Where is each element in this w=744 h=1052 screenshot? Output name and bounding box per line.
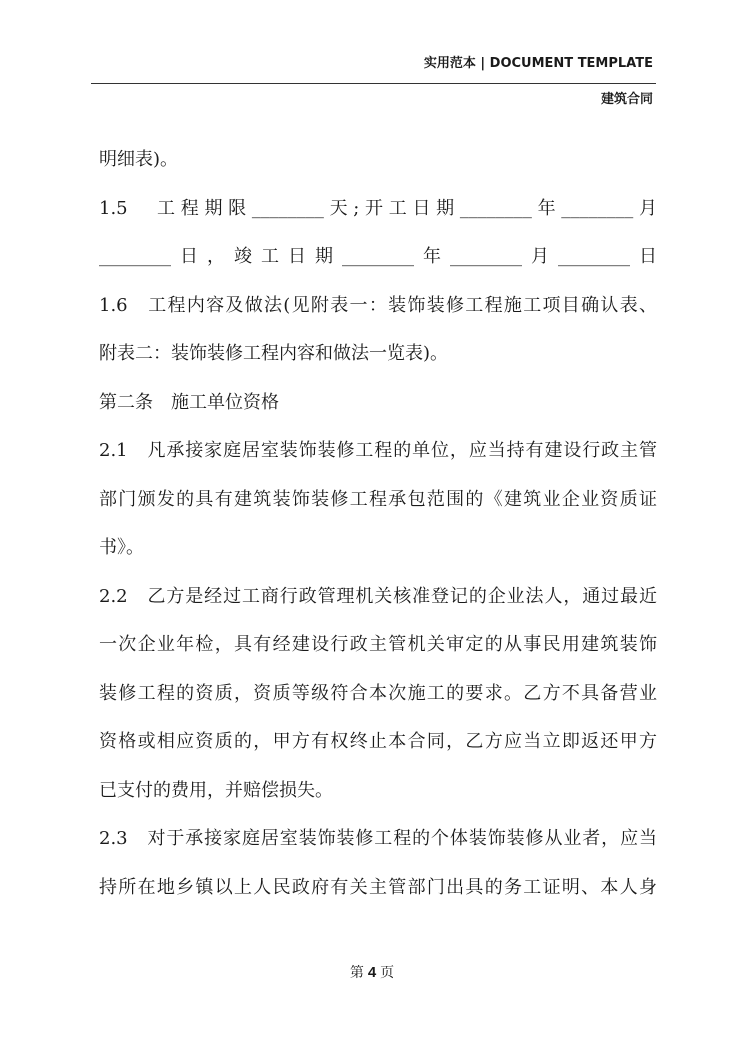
body-line: 部门颁发的具有建筑装饰装修工程承包范围的《建筑业企业资质证 xyxy=(99,488,657,510)
page-footer xyxy=(0,962,744,982)
header-subtitle: 建筑合同 xyxy=(600,92,653,107)
body-line: 1.5 工程期限________天;开工日期________年________月 xyxy=(99,197,657,219)
body-line: 持所在地乡镇以上人民政府有关主管部门出具的务工证明、本人身 xyxy=(99,876,657,898)
page-number: 4 xyxy=(367,964,377,981)
body-line: 附表二：装饰装修工程内容和做法一览表)。 xyxy=(99,343,449,364)
header-divider xyxy=(91,83,656,84)
body-line: 2.3 对于承接家庭居室装饰装修工程的个体装饰装修从业者，应当 xyxy=(99,828,657,849)
body-line: 1.6 工程内容及做法(见附表一：装饰装修工程施工项目确认表、 xyxy=(99,294,657,316)
body-line: 一次企业年检，具有经建设行政主管机关审定的从事民用建筑装饰 xyxy=(99,634,657,655)
section-heading: 第二条 施工单位资格 xyxy=(99,391,279,413)
body-line: ________日，竣工日期________年________月________日 xyxy=(99,246,657,267)
body-line: 书》。 xyxy=(99,537,144,558)
footer-prefix: 第 xyxy=(349,965,364,981)
document-body xyxy=(99,136,657,912)
body-line: 已支付的费用，并赔偿损失。 xyxy=(99,779,333,801)
body-line: 2.2 乙方是经过工商行政管理机关核准登记的企业法人，通过最近 xyxy=(99,585,657,607)
header-title: 实用范本 | DOCUMENT TEMPLATE xyxy=(423,56,653,71)
body-line: 装修工程的资质，资质等级符合本次施工的要求。乙方不具备营业 xyxy=(99,682,657,704)
body-line: 2.1 凡承接家庭居室装饰装修工程的单位，应当持有建设行政主管 xyxy=(99,440,657,461)
footer-suffix: 页 xyxy=(380,965,395,981)
body-line: 明细表)。 xyxy=(99,149,179,170)
body-line: 资格或相应资质的，甲方有权终止本合同，乙方应当立即返还甲方 xyxy=(99,731,657,752)
